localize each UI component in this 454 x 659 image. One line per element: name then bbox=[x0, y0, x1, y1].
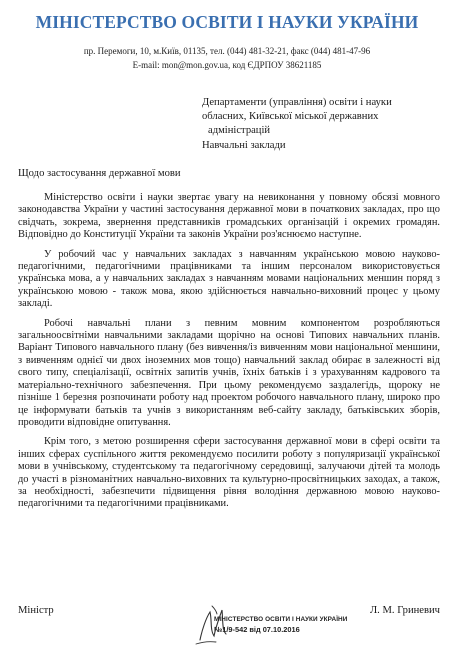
handwritten-signature-icon bbox=[192, 600, 252, 648]
ministry-contacts bbox=[40, 44, 414, 72]
recipient-line: Навчальні заклади bbox=[202, 139, 286, 151]
body-paragraph: У робочий час у навчальних закладах з навчанням українською мовою науково-педагогічними, педагогічними працівниками та іншим персоналом використовується українська мова, а у навчальних закладах з навчанням мовами національних меншин поряд з українською мовою - також мова, якою здійснюється навчально-виховний процес у цьому закладі. bbox=[18, 248, 440, 310]
recipient-block bbox=[202, 96, 434, 153]
body-paragraph: Робочі навчальні плани з певним мовним компонентом розробляються загальноосвітніми навчальними закладами щорічно на основі Типових навчальних планів. Варіант Типового навчального плану (без вивчення/із вивченням мови національної меншини, з вивченням однієї чи двох іноземних мов тощо) навчальний заклад обирає в залежності від свого типу, спеціалізації, освітніх запитів учнів, їхніх батьків і з урахуванням кадрового та матеріально-технічного забезпечення. При цьому рекомендуємо заздалегідь, щороку не пізніше 1 березня розпочинати роботу над проектом робочого навчального плану, широко про це інформувати батьків та учнів з використанням веб-сайту закладу, батьківських зборів, проводити відповідне опитування. bbox=[18, 317, 440, 428]
email-line: E-mail: mon@mon.gov.ua, код ЄДРПОУ 38621185 bbox=[132, 60, 322, 70]
subject-line: Щодо застосування державної мови bbox=[18, 168, 181, 179]
ministry-title: МІНІСТЕРСТВО ОСВІТИ І НАУКИ УКРАЇНИ bbox=[35, 12, 419, 32]
body-paragraph: Крім того, з метою розширення сфери застосування державної мови в сфері освіти та інших сферах суспільного життя рекомендуємо посилити роботу з популяризації української мови в учнівському, студентському та педагогічному середовищі, залучаючи дітей та молодь до участі в різноманітних навчально-виховних та культурно-просвітницьких заходах, а також, за необхідності, забезпечити підвищення рівня володіння державною мовою науково-педагогічними та педагогічними працівниками. bbox=[18, 436, 440, 510]
address-line: пр. Перемоги, 10, м.Київ, 01135, тел. (044) 481-32-21, факс (044) 481-47-96 bbox=[83, 46, 371, 56]
recipient-line: обласних, Київської міської державних bbox=[202, 111, 379, 123]
signer-name: Л. М. Гриневич bbox=[370, 605, 440, 616]
letter-body bbox=[18, 192, 440, 518]
registration-stamp bbox=[192, 600, 372, 650]
recipient-line: Департаменти (управління) освіти і науки bbox=[202, 97, 392, 108]
stamp-ministry-name: МІНІСТЕРСТВО ОСВІТИ І НАУКИ УКРАЇНИ bbox=[214, 616, 348, 623]
recipient-line: адміністрацій bbox=[208, 125, 271, 137]
stamp-registration-number: №1/9-542 від 07.10.2016 bbox=[214, 625, 300, 634]
signer-position: Міністр bbox=[18, 605, 54, 616]
body-paragraph: Міністерство освіти і науки звертає увагу на невиконання у повному обсязі мовного законодавства України у частині застосування державної мови в початкових закладах, про що свідчать, зокрема, звернення представників громадських організацій і окремих громадян. Відповідно до Конституції України та законів України роз'яснюємо наступне. bbox=[18, 192, 440, 241]
